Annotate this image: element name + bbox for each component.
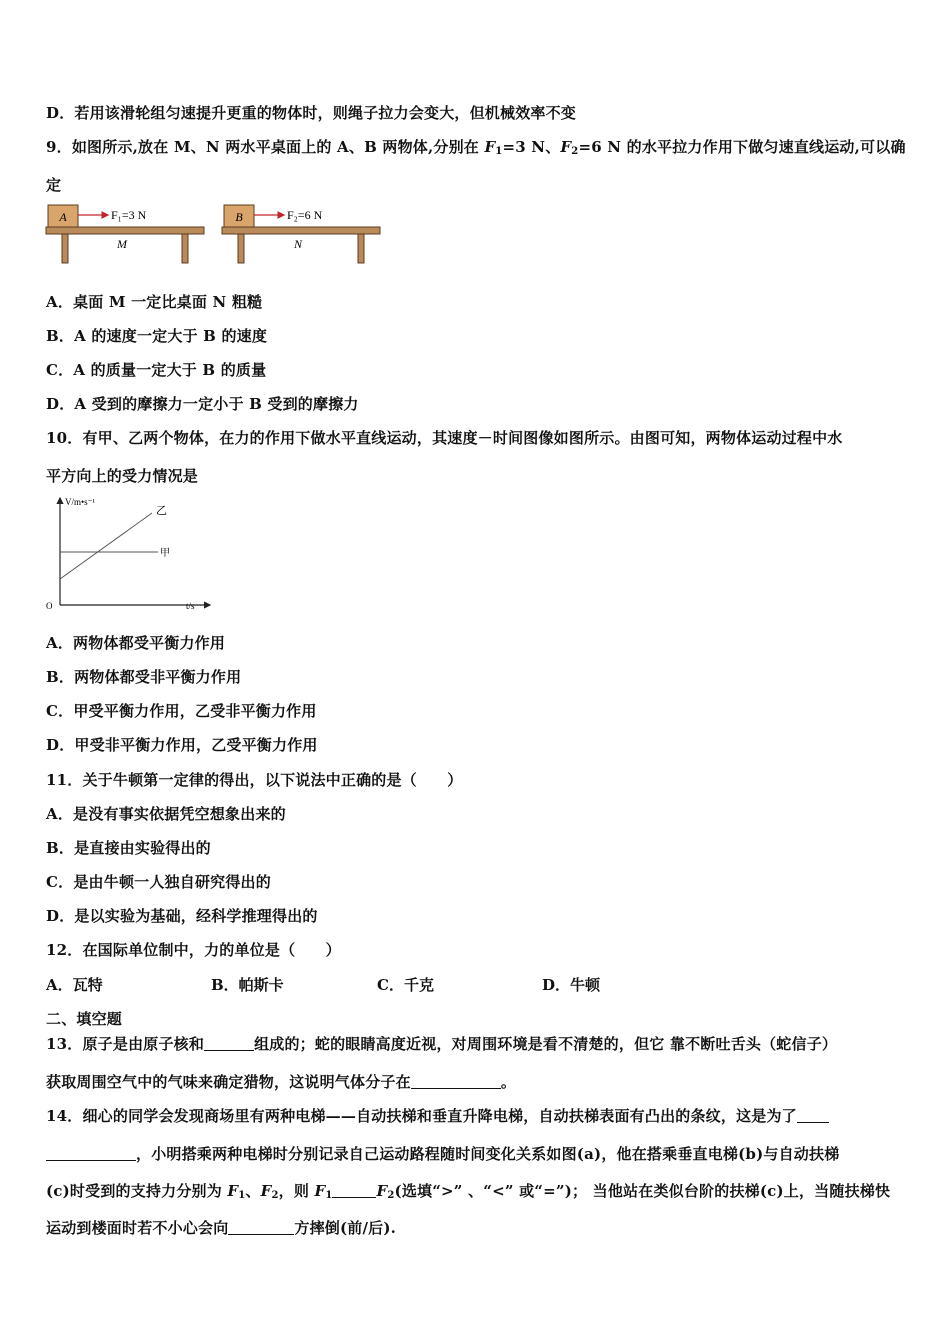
q12-stem: 12．在国际单位制中，力的单位是（ ） xyxy=(46,941,341,959)
q13-blank-1[interactable] xyxy=(204,1036,254,1051)
q14-text: 、 xyxy=(245,1182,261,1200)
f2-subscript: 2 xyxy=(387,1190,395,1201)
q13-text: 13．原子是由原子核和 xyxy=(46,1035,205,1053)
q14-line2 xyxy=(46,1143,839,1164)
q14-blank-2[interactable] xyxy=(332,1183,376,1198)
table-m-top xyxy=(46,227,204,234)
force-b-label: F₂=6 N xyxy=(287,208,323,222)
q14-text: 运动到楼面时若不小心会向 xyxy=(46,1219,229,1237)
q12-option-d: D．牛顿 xyxy=(542,976,601,994)
table-m-leg-right xyxy=(182,234,188,263)
q10-vt-graph xyxy=(40,492,220,614)
line-jia-label: 甲 xyxy=(160,548,170,559)
q14-line4 xyxy=(46,1217,396,1238)
q14-text: ，则 xyxy=(278,1182,315,1200)
q12-option-b: B．帕斯卡 xyxy=(211,976,284,994)
f1-subscript: 1 xyxy=(238,1190,246,1201)
q10-option-c: C．甲受平衡力作用，乙受非平衡力作用 xyxy=(46,702,317,720)
block-b-label: B xyxy=(235,210,243,224)
line-yi-label: 乙 xyxy=(156,505,167,517)
q11-stem: 11．关于牛顿第一定律的得出，以下说法中正确的是（ ） xyxy=(46,771,463,789)
q9-option-c: C．A 的质量一定大于 B 的质量 xyxy=(46,361,267,379)
f2-subscript: 2 xyxy=(571,146,579,157)
f2-symbol: F xyxy=(560,138,572,156)
q10-stem-line1: 10．有甲、乙两个物体，在力的作用下做水平直线运动，其速度－时间图像如图所示。由图可知，两物体运动过程中水 xyxy=(46,429,843,447)
q10-stem-line2: 平方向上的受力情况是 xyxy=(46,467,199,485)
q9-stem-part: 9．如图所示,放在 M、N 两水平桌面上的 A、B 两物体,分别在 xyxy=(46,138,485,156)
q12-option-c: C．千克 xyxy=(377,976,434,994)
force-a-label: F₁=3 N xyxy=(111,208,147,222)
f2-symbol: F xyxy=(376,1182,388,1200)
table-n-top xyxy=(222,227,380,234)
x-axis-label: t/s xyxy=(186,601,195,611)
q10-option-a: A．两物体都受平衡力作用 xyxy=(46,634,226,652)
q11-option-c: C．是由牛顿一人独自研究得出的 xyxy=(46,873,271,891)
q13-text: 组成的；蛇的眼睛高度近视，对周围环境是看不清楚的，但它 靠不断吐舌头（蛇信子） xyxy=(254,1035,838,1053)
q14-text: ，小明搭乘两种电梯时分别记录自己运动路程随时间变化关系如图(a)，他在搭乘垂直电梯(b)与自动扶梯 xyxy=(136,1145,840,1163)
q12-option-a: A．瓦特 xyxy=(46,976,103,994)
q10-option-b: B．两物体都受非平衡力作用 xyxy=(46,668,242,686)
origin-label: O xyxy=(46,601,53,611)
q8-option-d: D．若用该滑轮组匀速提升更重的物体时，则绳子拉力会变大，但机械效率不变 xyxy=(46,104,577,122)
q9-stem-part: =3 N、 xyxy=(502,138,561,156)
table-m-leg-left xyxy=(62,234,68,263)
f1-symbol: F xyxy=(227,1182,239,1200)
q9-stem-line1 xyxy=(46,136,906,157)
q14-text: (c)时受到的支持力分别为 xyxy=(46,1182,228,1200)
f1-subscript: 1 xyxy=(325,1190,333,1201)
q11-option-a: A．是没有事实依据凭空想象出来的 xyxy=(46,805,286,823)
table-n-leg-left xyxy=(238,234,244,263)
table-n-label: N xyxy=(293,237,303,251)
q9-stem-part: =6 N 的水平拉力作用下做匀速直线运动,可以确 xyxy=(578,138,906,156)
f2-subscript: 2 xyxy=(271,1190,279,1201)
q11-option-d: D．是以实验为基础，经科学推理得出的 xyxy=(46,907,318,925)
table-n-leg-right xyxy=(358,234,364,263)
q13-text: 。 xyxy=(500,1073,517,1091)
q14-blank-3[interactable] xyxy=(228,1220,294,1235)
section-heading: 二、填空题 xyxy=(46,1010,123,1028)
f1-subscript: 1 xyxy=(495,146,503,157)
q13-line2 xyxy=(46,1071,516,1092)
q14-blank-1a[interactable] xyxy=(797,1108,829,1123)
q13-line1 xyxy=(46,1033,837,1054)
q9-option-a: A．桌面 M 一定比桌面 N 粗糙 xyxy=(46,293,263,311)
q14-text: 14．细心的同学会发现商场里有两种电梯——自动扶梯和垂直升降电梯，自动扶梯表面有凸出的条纹，这是为了 xyxy=(46,1107,797,1125)
f1-symbol: F xyxy=(484,138,496,156)
q9-stem-line2: 定 xyxy=(46,176,62,194)
q13-text: 获取周围空气中的气味来确定猎物，这说明气体分子在 xyxy=(46,1073,411,1091)
q11-option-b: B．是直接由实验得出的 xyxy=(46,839,211,857)
q14-line1 xyxy=(46,1105,829,1126)
line-yi xyxy=(60,513,152,579)
q13-blank-2[interactable] xyxy=(411,1074,501,1089)
q14-blank-1b[interactable] xyxy=(46,1146,136,1161)
f1-symbol: F xyxy=(314,1182,326,1200)
q10-option-d: D．甲受非平衡力作用，乙受平衡力作用 xyxy=(46,736,318,754)
block-a-label: A xyxy=(59,210,67,224)
q14-text: 方摔倒(前/后). xyxy=(294,1219,397,1237)
q14-text: (选填“>” 、“<” 或“=”)； 当他站在类似台阶的扶梯(c)上，当随扶梯快 xyxy=(394,1182,891,1200)
q14-line3 xyxy=(46,1180,890,1201)
q9-option-d: D．A 受到的摩擦力一定小于 B 受到的摩擦力 xyxy=(46,395,359,413)
f2-symbol: F xyxy=(260,1182,272,1200)
q9-figure xyxy=(44,200,384,268)
q9-option-b: B．A 的速度一定大于 B 的速度 xyxy=(46,327,268,345)
y-axis-label: V/m•s⁻¹ xyxy=(65,497,96,507)
table-m-label: M xyxy=(117,237,127,251)
